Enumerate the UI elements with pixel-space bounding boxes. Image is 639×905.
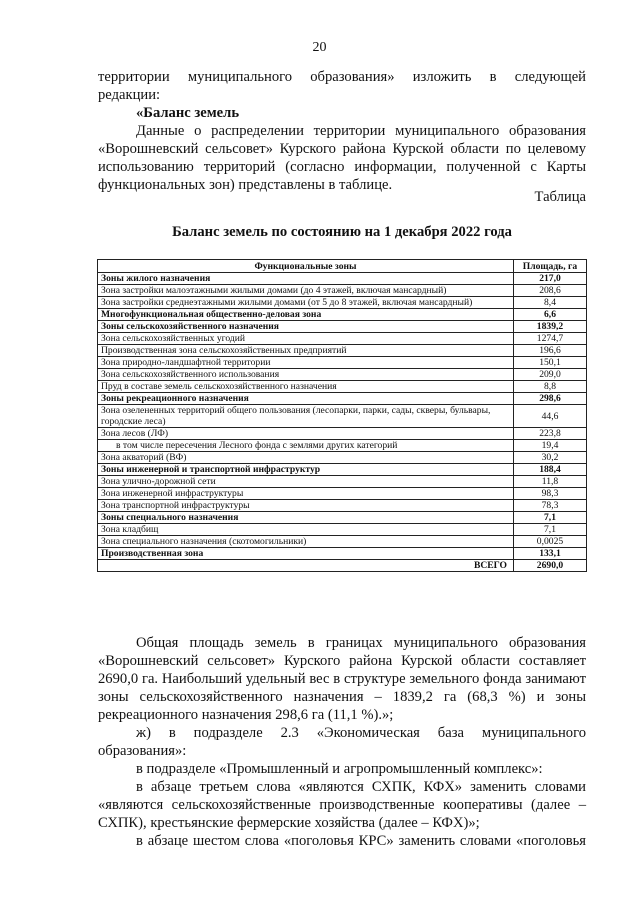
zone-area-cell: 1274,7 bbox=[514, 333, 587, 345]
table-row bbox=[98, 536, 587, 548]
zone-name-cell: Производственная зона bbox=[98, 548, 514, 560]
zone-area-cell: 196,6 bbox=[514, 345, 587, 357]
table-row bbox=[98, 440, 587, 452]
zone-area-cell: 298,6 bbox=[514, 393, 587, 405]
intro-line-1: территории муниципального образования» изложить в следующей bbox=[98, 69, 586, 85]
zone-area-cell: 209,0 bbox=[514, 369, 587, 381]
table-header-row bbox=[98, 260, 587, 273]
zone-name-cell: Производственная зона сельскохозяйственных предприятий bbox=[98, 345, 514, 357]
zone-name-cell: Зона акваторий (ВФ) bbox=[98, 452, 514, 464]
zone-area-cell: 7,1 bbox=[514, 512, 587, 524]
zone-area-cell: 11,8 bbox=[514, 476, 587, 488]
table-body bbox=[98, 273, 587, 560]
section-heading: «Баланс земель bbox=[136, 105, 240, 121]
table-row bbox=[98, 393, 587, 405]
zone-name-cell: в том числе пересечения Лесного фонда с землями других категорий bbox=[98, 440, 514, 452]
paragraph-total-area: Общая площадь земель в границах муниципального образования «Ворошневский сельсовет» Курского района Курской области составляет 2690,0 га. Наибольший удельный вес в структуре земельного фонда занимают зоны сельскохозяйственного назначения – 1839,2 га (68,3 %) и зоны рекреационного назначения 298,6 га (11,1 %).»; bbox=[98, 635, 586, 723]
table-row bbox=[98, 381, 587, 393]
table-row bbox=[98, 476, 587, 488]
zone-name-cell: Зона сельскохозяйственного использования bbox=[98, 369, 514, 381]
header-area: Площадь, га bbox=[514, 260, 587, 273]
table-label: Таблица bbox=[534, 189, 586, 205]
zone-area-cell: 30,2 bbox=[514, 452, 587, 464]
intro-line-2: редакции: bbox=[98, 87, 161, 103]
zone-name-cell: Зона застройки среднеэтажными жилыми домами (от 5 до 8 этажей, включая мансардный) bbox=[98, 297, 514, 309]
table-row bbox=[98, 333, 587, 345]
table-row bbox=[98, 273, 587, 285]
zone-name-cell: Зона лесов (ЛФ) bbox=[98, 428, 514, 440]
zone-name-cell: Зоны сельскохозяйственного назначения bbox=[98, 321, 514, 333]
total-label: ВСЕГО bbox=[98, 560, 514, 572]
paragraph-industry: в подразделе «Промышленный и агропромышленный комплекс»: bbox=[136, 761, 543, 777]
table-row bbox=[98, 548, 587, 560]
zone-area-cell: 208,6 bbox=[514, 285, 587, 297]
zone-name-cell: Пруд в составе земель сельскохозяйственного назначения bbox=[98, 381, 514, 393]
zone-name-cell: Зоны рекреационного назначения bbox=[98, 393, 514, 405]
zone-area-cell: 8,8 bbox=[514, 381, 587, 393]
table-row bbox=[98, 297, 587, 309]
zone-name-cell: Зоны инженерной и транспортной инфраструктур bbox=[98, 464, 514, 476]
zone-name-cell: Зона сельскохозяйственных угодий bbox=[98, 333, 514, 345]
table-row bbox=[98, 357, 587, 369]
paragraph-third-abzac: в абзаце третьем слова «являются СХПК, КФХ» заменить словами «являются сельскохозяйственные производственные кооперативы (далее – СХПК), крестьянские фермерские хозяйства (далее – КФХ)»; bbox=[98, 779, 586, 831]
paragraph-distribution: Данные о распределении территории муниципального образования «Ворошневский сельсовет» Курского района Курской области по целевому использованию территорий (согласно информации, полученной с Карты функциональных зон) представлены в таблице. bbox=[98, 123, 586, 193]
zone-area-cell: 133,1 bbox=[514, 548, 587, 560]
paragraph-sixth-abzac: в абзаце шестом слова «поголовья КРС» заменить словами «поголовья bbox=[136, 833, 586, 849]
table-row bbox=[98, 512, 587, 524]
zone-name-cell: Зона специального назначения (скотомогильники) bbox=[98, 536, 514, 548]
zone-name-cell: Зоны жилого назначения bbox=[98, 273, 514, 285]
zone-area-cell: 8,4 bbox=[514, 297, 587, 309]
zone-name-cell: Зона кладбищ bbox=[98, 524, 514, 536]
table-row bbox=[98, 285, 587, 297]
table-row bbox=[98, 345, 587, 357]
table-row bbox=[98, 321, 587, 333]
zone-name-cell: Зона природно-ландшафтной территории bbox=[98, 357, 514, 369]
table-row bbox=[98, 405, 587, 428]
zone-name-cell: Зона инженерной инфраструктуры bbox=[98, 488, 514, 500]
land-balance-table bbox=[97, 259, 587, 572]
zone-area-cell: 19,4 bbox=[514, 440, 587, 452]
zone-name-cell: Зона улично-дорожной сети bbox=[98, 476, 514, 488]
table-row bbox=[98, 452, 587, 464]
table-total-row bbox=[98, 560, 587, 572]
zone-area-cell: 188,4 bbox=[514, 464, 587, 476]
paragraph-subsection: ж) в подразделе 2.3 «Экономическая база муниципального образования»: bbox=[98, 725, 586, 759]
zone-area-cell: 98,3 bbox=[514, 488, 587, 500]
table-row bbox=[98, 309, 587, 321]
zone-area-cell: 78,3 bbox=[514, 500, 587, 512]
page-number: 20 bbox=[312, 40, 327, 55]
zone-area-cell: 7,1 bbox=[514, 524, 587, 536]
zone-area-cell: 6,6 bbox=[514, 309, 587, 321]
zone-area-cell: 150,1 bbox=[514, 357, 587, 369]
zone-name-cell: Зона транспортной инфраструктуры bbox=[98, 500, 514, 512]
zone-area-cell: 1839,2 bbox=[514, 321, 587, 333]
table-row bbox=[98, 369, 587, 381]
zone-name-cell: Зона застройки малоэтажными жилыми домами (до 4 этажей, включая мансардный) bbox=[98, 285, 514, 297]
zone-name-cell: Многофункциональная общественно-деловая зона bbox=[98, 309, 514, 321]
total-value: 2690,0 bbox=[514, 560, 587, 572]
table-row bbox=[98, 500, 587, 512]
zone-area-cell: 223,8 bbox=[514, 428, 587, 440]
zone-name-cell: Зоны специального назначения bbox=[98, 512, 514, 524]
table-row bbox=[98, 428, 587, 440]
zone-area-cell: 44,6 bbox=[514, 405, 587, 428]
zone-area-cell: 0,0025 bbox=[514, 536, 587, 548]
zone-name-cell: Зона озелененных территорий общего пользования (лесопарки, парки, сады, скверы, бульвары, городские леса) bbox=[98, 405, 514, 428]
table-row bbox=[98, 488, 587, 500]
header-zones: Функциональные зоны bbox=[98, 260, 514, 273]
zone-area-cell: 217,0 bbox=[514, 273, 587, 285]
table-row bbox=[98, 464, 587, 476]
table-row bbox=[98, 524, 587, 536]
table-title: Баланс земель по состоянию на 1 декабря 2022 года bbox=[172, 224, 512, 240]
